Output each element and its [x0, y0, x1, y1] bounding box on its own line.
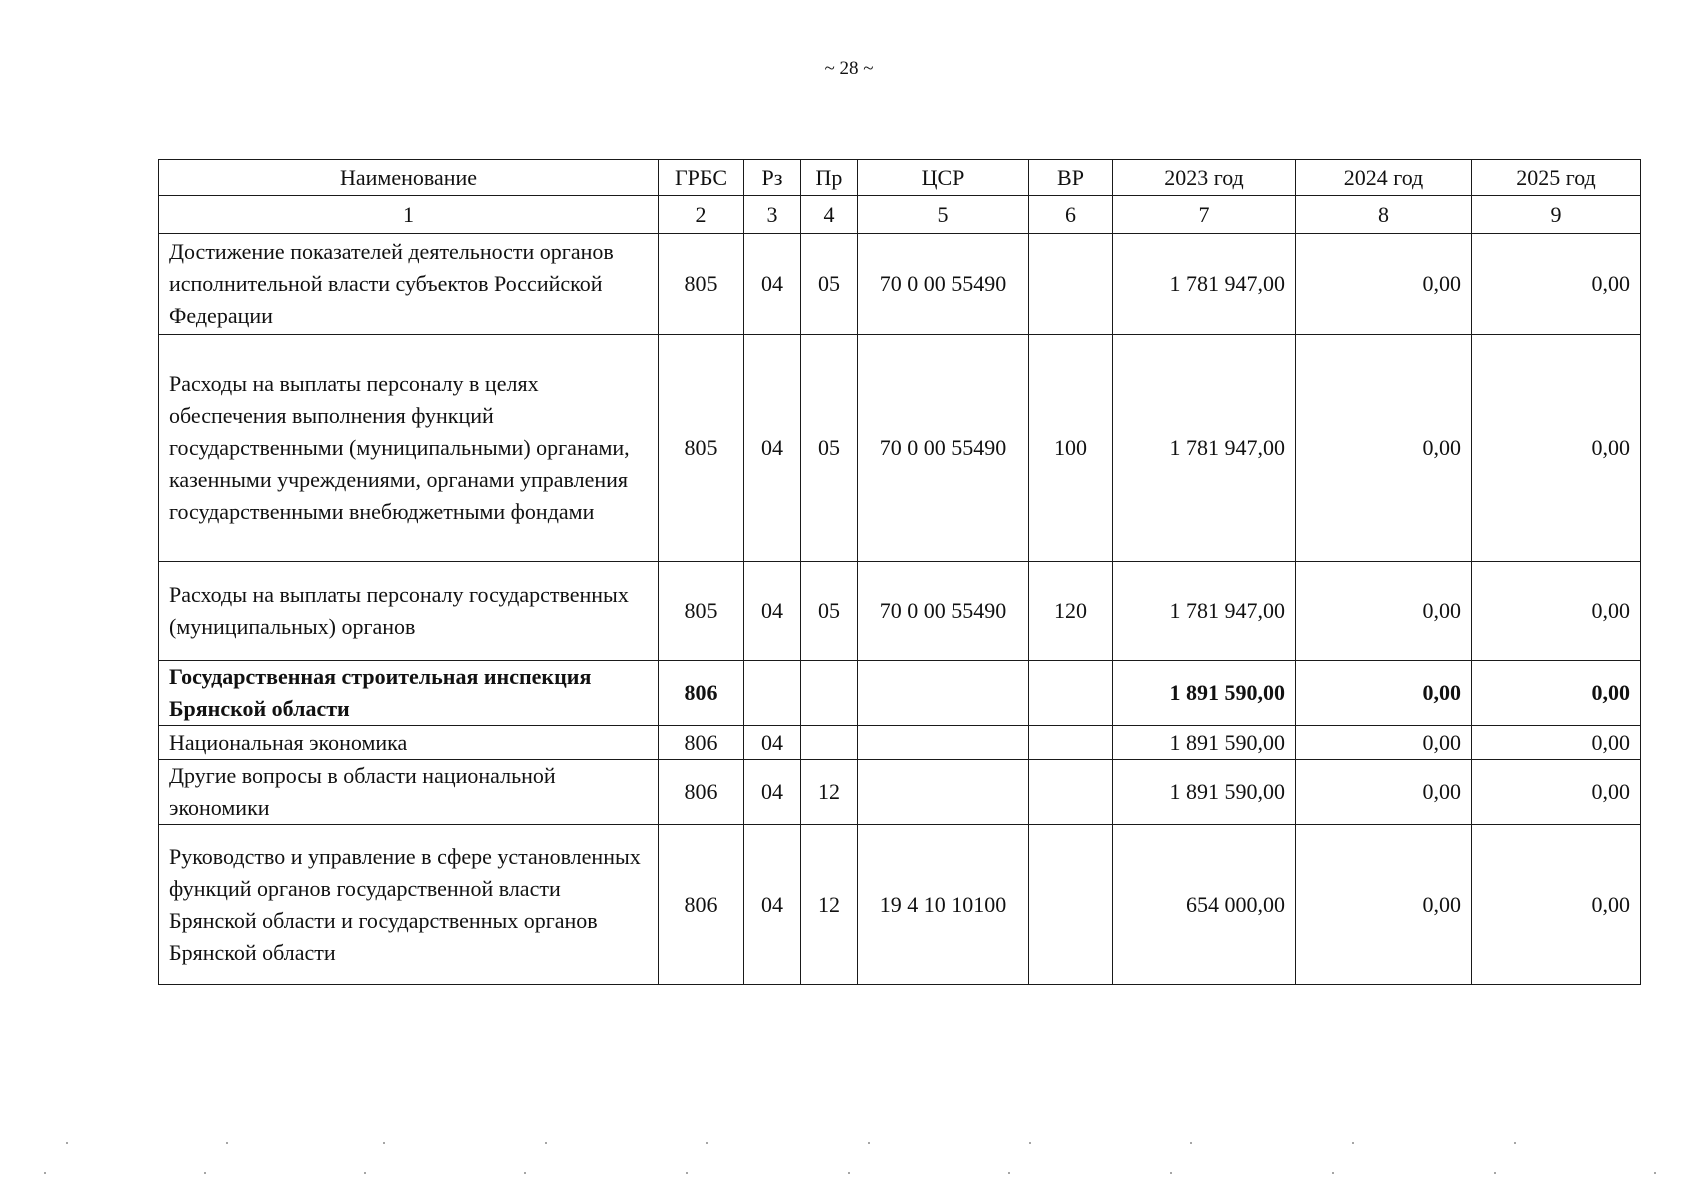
scan-speck [706, 1142, 708, 1144]
row-grbs: 806 [659, 760, 744, 825]
column-number-row [159, 196, 1641, 234]
row-name: Государственная строительная инспекция Брянской области [159, 661, 659, 726]
row-2023: 654 000,00 [1113, 825, 1296, 985]
scan-speck [545, 1142, 547, 1144]
row-grbs: 805 [659, 335, 744, 562]
row-2025: 0,00 [1472, 760, 1641, 825]
header-name: Наименование [159, 160, 659, 196]
table-row [159, 234, 1641, 335]
column-number: 9 [1472, 196, 1641, 234]
table-row [159, 335, 1641, 562]
row-2025: 0,00 [1472, 234, 1641, 335]
column-number: 7 [1113, 196, 1296, 234]
row-pr [801, 726, 858, 760]
row-2023: 1 781 947,00 [1113, 335, 1296, 562]
scan-speck [1332, 1172, 1334, 1174]
row-vr [1029, 726, 1113, 760]
column-number: 8 [1296, 196, 1472, 234]
row-2023: 1 891 590,00 [1113, 726, 1296, 760]
scan-speck [1190, 1142, 1192, 1144]
scan-speck [868, 1142, 870, 1144]
row-name: Национальная экономика [159, 726, 659, 760]
scan-speck [1654, 1172, 1656, 1174]
column-number: 1 [159, 196, 659, 234]
row-rz: 04 [744, 760, 801, 825]
row-grbs: 805 [659, 562, 744, 661]
row-csr: 70 0 00 55490 [858, 335, 1029, 562]
row-rz: 04 [744, 562, 801, 661]
scan-speck [383, 1142, 385, 1144]
row-grbs: 805 [659, 234, 744, 335]
table-row [159, 825, 1641, 985]
header-csr: ЦСР [858, 160, 1029, 196]
row-2024: 0,00 [1296, 726, 1472, 760]
row-2023: 1 781 947,00 [1113, 234, 1296, 335]
row-rz: 04 [744, 335, 801, 562]
row-name: Другие вопросы в области национальной экономики [159, 760, 659, 825]
row-rz: 04 [744, 234, 801, 335]
scan-speck [364, 1172, 366, 1174]
scan-speck [226, 1142, 228, 1144]
row-2025: 0,00 [1472, 335, 1641, 562]
row-vr [1029, 825, 1113, 985]
row-name: Руководство и управление в сфере установленных функций органов государственной власти Брянской области и государственных органов Брянской области [159, 825, 659, 985]
row-2024: 0,00 [1296, 335, 1472, 562]
row-vr: 120 [1029, 562, 1113, 661]
scan-speck [1029, 1142, 1031, 1144]
row-2023: 1 891 590,00 [1113, 760, 1296, 825]
scan-speck [848, 1172, 850, 1174]
row-2023: 1 781 947,00 [1113, 562, 1296, 661]
header-pr: Пр [801, 160, 858, 196]
column-number: 3 [744, 196, 801, 234]
row-2024: 0,00 [1296, 562, 1472, 661]
row-csr [858, 726, 1029, 760]
column-number: 6 [1029, 196, 1113, 234]
scan-speck [1494, 1172, 1496, 1174]
row-csr [858, 661, 1029, 726]
row-pr: 12 [801, 760, 858, 825]
row-2024: 0,00 [1296, 760, 1472, 825]
row-2024: 0,00 [1296, 661, 1472, 726]
row-grbs: 806 [659, 661, 744, 726]
row-csr: 70 0 00 55490 [858, 562, 1029, 661]
scan-speck [204, 1172, 206, 1174]
row-pr: 05 [801, 234, 858, 335]
scan-speck [66, 1142, 68, 1144]
budget-table [158, 159, 1641, 985]
row-rz: 04 [744, 825, 801, 985]
table-row [159, 661, 1641, 726]
row-csr: 19 4 10 10100 [858, 825, 1029, 985]
row-2025: 0,00 [1472, 825, 1641, 985]
row-pr: 12 [801, 825, 858, 985]
row-pr [801, 661, 858, 726]
row-csr [858, 760, 1029, 825]
row-vr: 100 [1029, 335, 1113, 562]
row-name: Достижение показателей деятельности органов исполнительной власти субъектов Российской Федерации [159, 234, 659, 335]
row-2023: 1 891 590,00 [1113, 661, 1296, 726]
column-number: 5 [858, 196, 1029, 234]
header-row [159, 160, 1641, 196]
row-csr: 70 0 00 55490 [858, 234, 1029, 335]
scan-speck [524, 1172, 526, 1174]
row-2025: 0,00 [1472, 726, 1641, 760]
row-2025: 0,00 [1472, 562, 1641, 661]
scan-speck [1008, 1172, 1010, 1174]
scan-speck [1352, 1142, 1354, 1144]
header-2023: 2023 год [1113, 160, 1296, 196]
row-2024: 0,00 [1296, 825, 1472, 985]
page-number: ~ 28 ~ [824, 58, 874, 79]
header-vr: ВР [1029, 160, 1113, 196]
scan-speck [1170, 1172, 1172, 1174]
header-grbs: ГРБС [659, 160, 744, 196]
row-2024: 0,00 [1296, 234, 1472, 335]
row-name: Расходы на выплаты персоналу в целях обеспечения выполнения функций государственными (муниципальными) органами, казенными учреждениями, органами управления государственными внебюджетными фондами [159, 335, 659, 562]
header-rz: Рз [744, 160, 801, 196]
row-pr: 05 [801, 335, 858, 562]
header-2024: 2024 год [1296, 160, 1472, 196]
table-row [159, 760, 1641, 825]
row-2025: 0,00 [1472, 661, 1641, 726]
scan-speck [1514, 1142, 1516, 1144]
row-rz: 04 [744, 726, 801, 760]
header-2025: 2025 год [1472, 160, 1641, 196]
row-name: Расходы на выплаты персоналу государственных (муниципальных) органов [159, 562, 659, 661]
column-number: 2 [659, 196, 744, 234]
column-number: 4 [801, 196, 858, 234]
table-row [159, 562, 1641, 661]
row-rz [744, 661, 801, 726]
row-vr [1029, 760, 1113, 825]
row-grbs: 806 [659, 825, 744, 985]
table-row [159, 726, 1641, 760]
row-vr [1029, 661, 1113, 726]
scan-speck [686, 1172, 688, 1174]
row-pr: 05 [801, 562, 858, 661]
row-vr [1029, 234, 1113, 335]
row-grbs: 806 [659, 726, 744, 760]
scan-speck [44, 1172, 46, 1174]
